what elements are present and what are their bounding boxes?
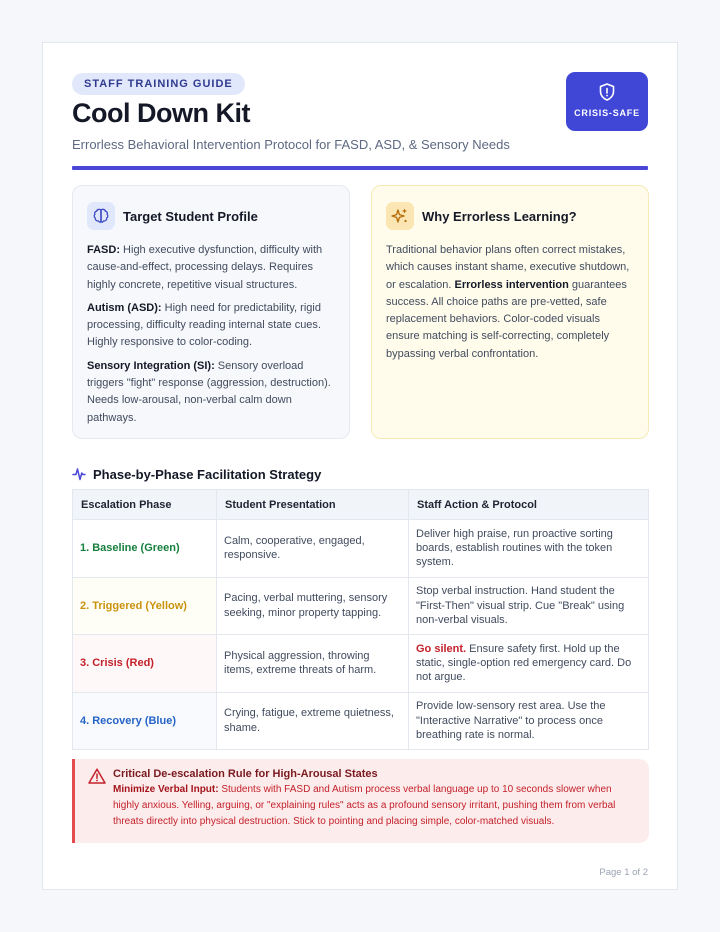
strategy-section-title: Phase-by-Phase Facilitation Strategy xyxy=(93,466,322,482)
presentation-cell: Calm, cooperative, engaged, responsive. xyxy=(217,520,409,578)
alert-title: Critical De-escalation Rule for High-Arousal States xyxy=(113,768,378,780)
page-number: Page 1 of 2 xyxy=(599,867,648,878)
phase-cell: 1. Baseline (Green) xyxy=(73,520,217,578)
badge-label: CRISIS-SAFE xyxy=(574,108,640,118)
table-row xyxy=(73,692,649,750)
presentation-cell: Pacing, verbal muttering, sensory seeking, minor property tapping. xyxy=(217,577,409,635)
presentation-cell: Physical aggression, throwing items, extreme threats of harm. xyxy=(217,635,409,693)
phase-cell: 4. Recovery (Blue) xyxy=(73,692,217,750)
presentation-cell: Crying, fatigue, extreme quietness, shame. xyxy=(217,692,409,750)
document-page xyxy=(42,42,678,890)
why-card-body: Traditional behavior plans often correct mistakes, which causes instant shame, executive shutdown, or escalation. Errorless intervention guarantees success. All choice paths are pre-vetted, safe replacement behaviors. Color-coded visuals ensure matching is self-correcting, completely bypassing verbal confrontation. xyxy=(386,244,630,360)
profile-item-sensory: Sensory Integration (SI): Sensory overload triggers "fight" response (aggression, destruction). Needs low-arousal, non-verbal calm down pathways. xyxy=(87,359,331,424)
guide-type-pill: STAFF TRAINING GUIDE xyxy=(72,73,245,95)
col-header-phase: Escalation Phase xyxy=(73,490,217,520)
alert-body: Minimize Verbal Input: Students with FASD and Autism process verbal language up to 10 seconds slower when highly anxious. Yelling, arguing, or "explaining rules" acts as a profound sensory irritant, pushing them from verbal threats directly into physical destruction. Stick to pointing and placing simple, color-matched visuals. xyxy=(113,784,616,827)
profile-card-title: Target Student Profile xyxy=(123,208,258,224)
col-header-action: Staff Action & Protocol xyxy=(409,490,649,520)
critical-rule-alert xyxy=(72,759,649,843)
profile-item-fasd: FASD: High executive dysfunction, difficulty with cause-and-effect, processing delays. Requires highly concrete, repetitive visual structures. xyxy=(87,244,323,291)
shield-alert-icon xyxy=(599,83,615,101)
strategy-section-heading xyxy=(72,465,321,483)
action-cell: Go silent. Ensure safety first. Hold up the static, single-option red emergency card. Do not argue. xyxy=(409,635,649,693)
action-cell: Deliver high praise, run proactive sorting boards, establish routines with the token system. xyxy=(409,520,649,578)
sparkle-icon xyxy=(386,202,414,230)
target-student-profile-card xyxy=(72,185,350,439)
table-row xyxy=(73,635,649,693)
phase-cell: 3. Crisis (Red) xyxy=(73,635,217,693)
strategy-table xyxy=(72,489,649,750)
table-row xyxy=(73,520,649,578)
why-errorless-learning-card xyxy=(371,185,649,439)
why-card-title: Why Errorless Learning? xyxy=(422,208,577,224)
page-title: Cool Down Kit xyxy=(72,98,250,128)
go-silent-label: Go silent. xyxy=(416,642,467,655)
action-cell: Stop verbal instruction. Hand student the "First-Then" visual strip. Cue "Break" using non-verbal visuals. xyxy=(409,577,649,635)
action-cell: Provide low-sensory rest area. Use the "Interactive Narrative" to process once breathing rate is normal. xyxy=(409,692,649,750)
page-subtitle: Errorless Behavioral Intervention Protocol for FASD, ASD, & Sensory Needs xyxy=(72,137,510,152)
table-row xyxy=(73,577,649,635)
phase-cell: 2. Triggered (Yellow) xyxy=(73,577,217,635)
header-divider xyxy=(72,166,648,170)
brain-icon xyxy=(87,202,115,230)
col-header-presentation: Student Presentation xyxy=(217,490,409,520)
profile-item-autism: Autism (ASD): High need for predictability, rigid processing, difficulty reading internal state cues. Highly responsive to color-coding. xyxy=(87,301,321,349)
warning-triangle-icon xyxy=(88,768,106,784)
pulse-icon xyxy=(72,467,86,481)
crisis-safe-badge xyxy=(566,72,648,131)
